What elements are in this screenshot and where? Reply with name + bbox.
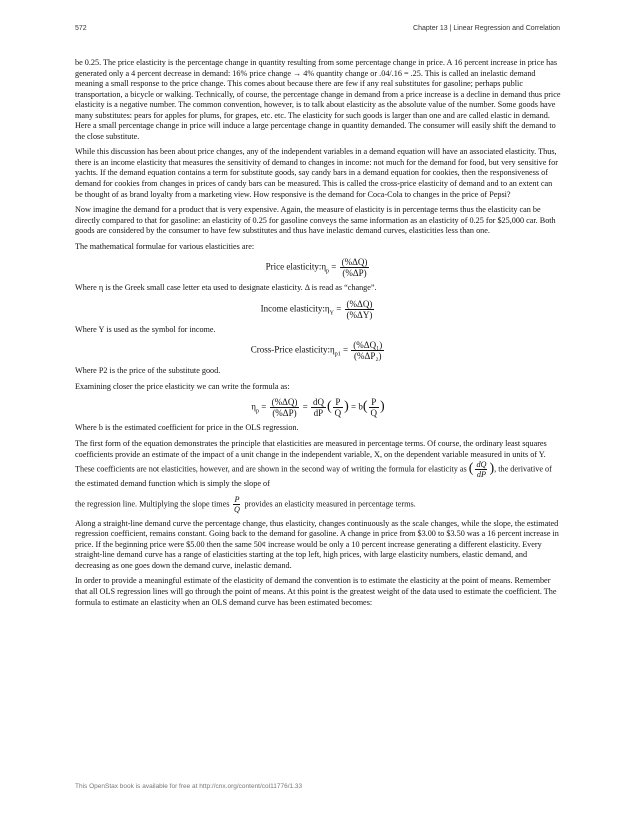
page-body <box>75 58 561 613</box>
paragraph-10-continued: the regression line. Multiplying the slope times $\frac{P}{Q}$ provides an elasticity measured in percentage terms. <box>75 494 416 514</box>
paragraph-7: Where P2 is the price of the substitute good. <box>75 366 221 376</box>
paragraph-1: be 0.25. The price elasticity is the percentage change in quantity resulting from some percentage change in price. A 16 percent increase in price has generated only a 4 percent decrease in demand: 16% price change → 4% quantity change or .04/.16 = .25. This is called an inelastic demand meaning a small response to the price change. This comes about because there are few if any real substitutes for gasoline; perhaps public transportation, a bicycle or walking. Technically, of course, the percentage change in demand from a price increase is a decline in demand thus price elasticity is a negative number. The common convention, however, is to talk about elasticity as the absolute value of the number. Some goods have many substitutes: pears for apples for plums, for grapes, etc. etc. The elasticity for such goods is larger than one and are called elastic in demand. Here a small percentage change in price will induce a large percentage change in quantity demanded. The consumer will easily shift the demand to the close substitute. <box>75 58 561 141</box>
footer-note: This OpenStax book is available for free at http://cnx.org/content/col11776/1.33 <box>75 783 303 790</box>
paragraph-11: Along a straight-line demand curve the percentage change, thus elasticity, changes continuously as the scale changes, while the slope, the estimated regression coefficient, remains constant. Going back to the demand for gasoline. A change in price from $3.00 to $3.50 was a 16 percent increase in price. If the beginning price were $5.00 then the same 50¢ increase would be only a 10 percent increase generating a different elasticity. Every straight-line demand curve has a range of elasticities starting at the top left, high prices, with large elasticity numbers, elastic demand, and decreasing as one goes down the demand curve, inelastic demand. <box>75 518 559 570</box>
inline-derivative: $\frac{dQ}{dP}$ <box>476 460 487 480</box>
income-elasticity-equation: Income $elasticity:\eta_Y$ = $\frac{(\%\Delta Q)}{(\%\Delta Y)}$ <box>260 298 373 320</box>
paragraph-10: The first form of the equation demonstrates the principle that elasticities are measured in percentage terms. Of course, the ordinary least squares coefficients provide an estimate of the impact of a unit change in the independent variable, X, on the dependent variable measured in units of Y. These coefficients are not elasticities, however, and are shown in the second way of writing the formula for elasticity as ( $\frac{dQ}{dP}$ ), the derivative of the estimated demand function which is simply the slope of <box>75 439 552 489</box>
page-number: 572 <box>75 25 87 32</box>
chapter-title: Chapter 13 | Linear Regression and Correlation <box>413 25 560 32</box>
paragraph-12: In order to provide a meaningful estimate of the elasticity of demand the convention is to estimate the elasticity at the point of means. Remember that all OLS regression lines will go through the point of means. At this point is the greatest weight of the data used to estimate the coefficient. The formula to estimate an elasticity when an OLS demand curve has been estimated becomes: <box>75 576 557 607</box>
expanded-price-elasticity-equation: $\eta_p$ = $\frac{(\%\Delta Q)}{(\%\Delta P)}$ = $\frac{dQ}{dP}$ ( $\frac{P}{Q}$ ) = b( $\frac{P}{Q}$ ) <box>251 397 385 419</box>
paragraph-5: Where η is the Greek small case letter eta used to designate elasticity. Δ is read as “change”. <box>75 283 377 293</box>
paragraph-4: The mathematical formulae for various elasticities are: <box>75 241 255 251</box>
paragraph-3: Now imagine the demand for a product that is very expensive. Again, the measure of elasticity is in percentage terms thus the elasticity can be directly compared to that for gasoline: an elasticity of 0.25 for gasoline conveys the same information as an elasticity of 0.25 for $25,000 car. Both goods are considered by the consumer to have few substitutes and thus have inelastic demand curves, elasticities less than one. <box>75 205 556 236</box>
paragraph-2: While this discussion has been about price changes, any of the independent variables in a demand equation will have an associated elasticity. Thus, there is an income elasticity that measures the sensitivity of demand to changes in income: not much for the demand for food, but very sensitive for yachts. If the demand equation contains a term for substitute goods, say candy bars in a demand equation for cookies, then the responsiveness of demand for cookies from changes in prices of candy bars can be measured. This is called the cross-price elasticity of demand and to an extent can be thought of as brand loyalty from a marketing view. How responsive is the demand for Coca-Cola to changes in the price of Pepsi? <box>75 147 558 199</box>
paragraph-9: Where b is the estimated coefficient for price in the OLS regression. <box>75 423 299 433</box>
inline-p-over-q: $\frac{P}{Q}$ <box>234 494 240 514</box>
cross-price-elasticity-equation: Cross-Price $elasticity:\eta_{p1}$ = $\frac{\text{(\%ΔQ₁)}}{\text{(\%ΔP₂)}}$ <box>250 340 383 362</box>
price-elasticity-equation: Price $elasticity:\eta_p$ = $\frac{(\%\Delta Q)}{(\%\Delta P)}$ <box>265 257 368 279</box>
paragraph-6: Where Y is used as the symbol for income. <box>75 324 216 334</box>
paragraph-8: Examining closer the price elasticity we can write the formula as: <box>75 381 290 391</box>
